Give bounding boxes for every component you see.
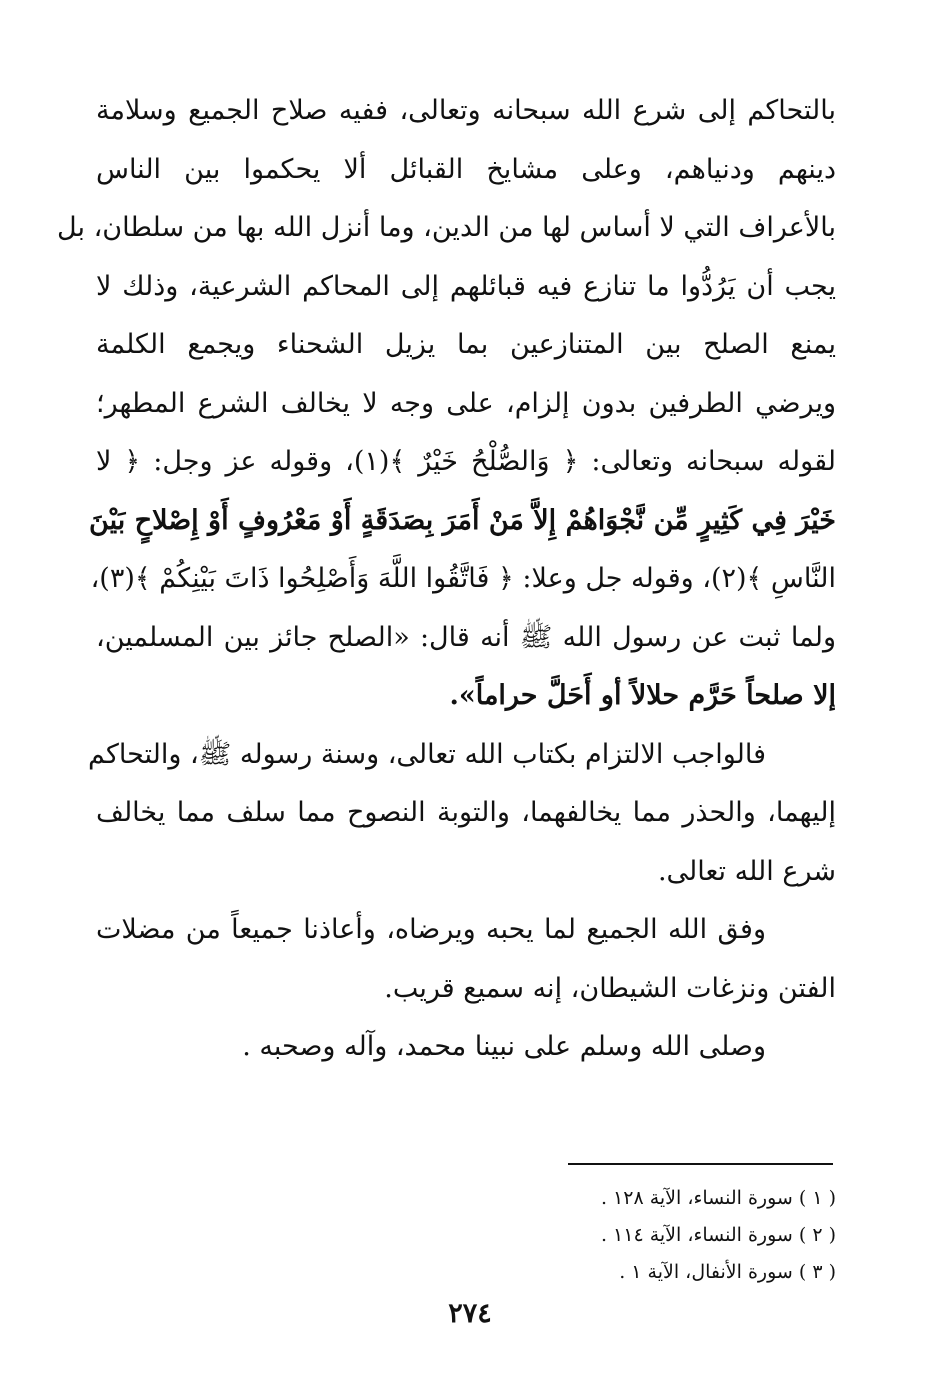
footnote-divider — [568, 1163, 833, 1165]
footnote-3: ( ٣ ) سورة الأنفال، الآية ١ . — [619, 1261, 836, 1283]
text-line-4: يجب أن يَرُدُّوا ما تنازع فيه قبائلهم إلى المحاكم الشرعية، وذلك لا — [96, 270, 836, 302]
text-line-6: ويرضي الطرفين بدون إلزام، على وجه لا يخالف الشرع المطهر؛ — [96, 387, 836, 419]
footnote-1: ( ١ ) سورة النساء، الآية ١٢٨ . — [600, 1187, 836, 1209]
text-line-16: الفتن ونزغات الشيطان، إنه سميع قريب. — [384, 972, 836, 1004]
footnotes — [560, 1180, 836, 1291]
text-line-15: وفق الله الجميع لما يحبه ويرضاه، وأعاذنا جميعاً من مضلات — [96, 914, 766, 945]
text-line-9: النَّاسِ ﴾(٢)، وقوله جل وعلا: ﴿ فَاتَّقُوا اللَّهَ وَأَصْلِحُوا ذَاتَ بَيْنِكُمْ ﴾(٣)، — [90, 563, 836, 594]
footnote-2: ( ٢ ) سورة النساء، الآية ١١٤ . — [600, 1224, 836, 1246]
hadith-line: إلا صلحاً حَرَّم حلالاً أو أَحَلَّ حراماً». — [449, 680, 836, 711]
text-line-12: فالواجب الالتزام بكتاب الله تعالى، وسنة رسوله ﷺ، والتحاكم — [88, 738, 766, 770]
text-line-7: لقوله سبحانه وتعالى: ﴿ وَالصُّلْحُ خَيْرٌ ﴾(١)، وقوله عز وجل: ﴿ لا — [96, 446, 836, 477]
text-line-2: دينهم ودنياهم، وعلى مشايخ القبائل ألا يحكموا بين الناس — [96, 153, 836, 185]
page-number: ٢٧٤ — [448, 1298, 492, 1329]
text-line-13: إليهما، والحذر مما يخالفهما، والتوبة النصوح مما سلف مما يخالف — [96, 797, 836, 828]
body-text — [57, 82, 836, 1077]
closing-line: وصلى الله وسلم على نبينا محمد، وآله وصحبه . — [242, 1031, 766, 1062]
quran-verse-line: خَيْرَ فِي كَثِيرٍ مِّن نَّجْوَاهُمْ إِلاَّ مَنْ أَمَرَ بِصَدَقَةٍ أَوْ مَعْرُوفٍ أَوْ إِصْلاحٍ بَيْنَ — [89, 504, 836, 536]
text-line-1: بالتحاكم إلى شرع الله سبحانه وتعالى، ففيه صلاح الجميع وسلامة — [96, 95, 836, 126]
text-line-3: بالأعراف التي لا أساس لها من الدين، وما أنزل الله بها من سلطان، بل — [57, 212, 836, 243]
text-line-5: يمنع الصلح بين المتنازعين بما يزيل الشحناء ويجمع الكلمة — [96, 329, 836, 360]
text-line-14: شرع الله تعالى. — [657, 855, 836, 887]
text-line-10: ولما ثبت عن رسول الله ﷺ أنه قال: «الصلح جائز بين المسلمين، — [96, 621, 836, 653]
